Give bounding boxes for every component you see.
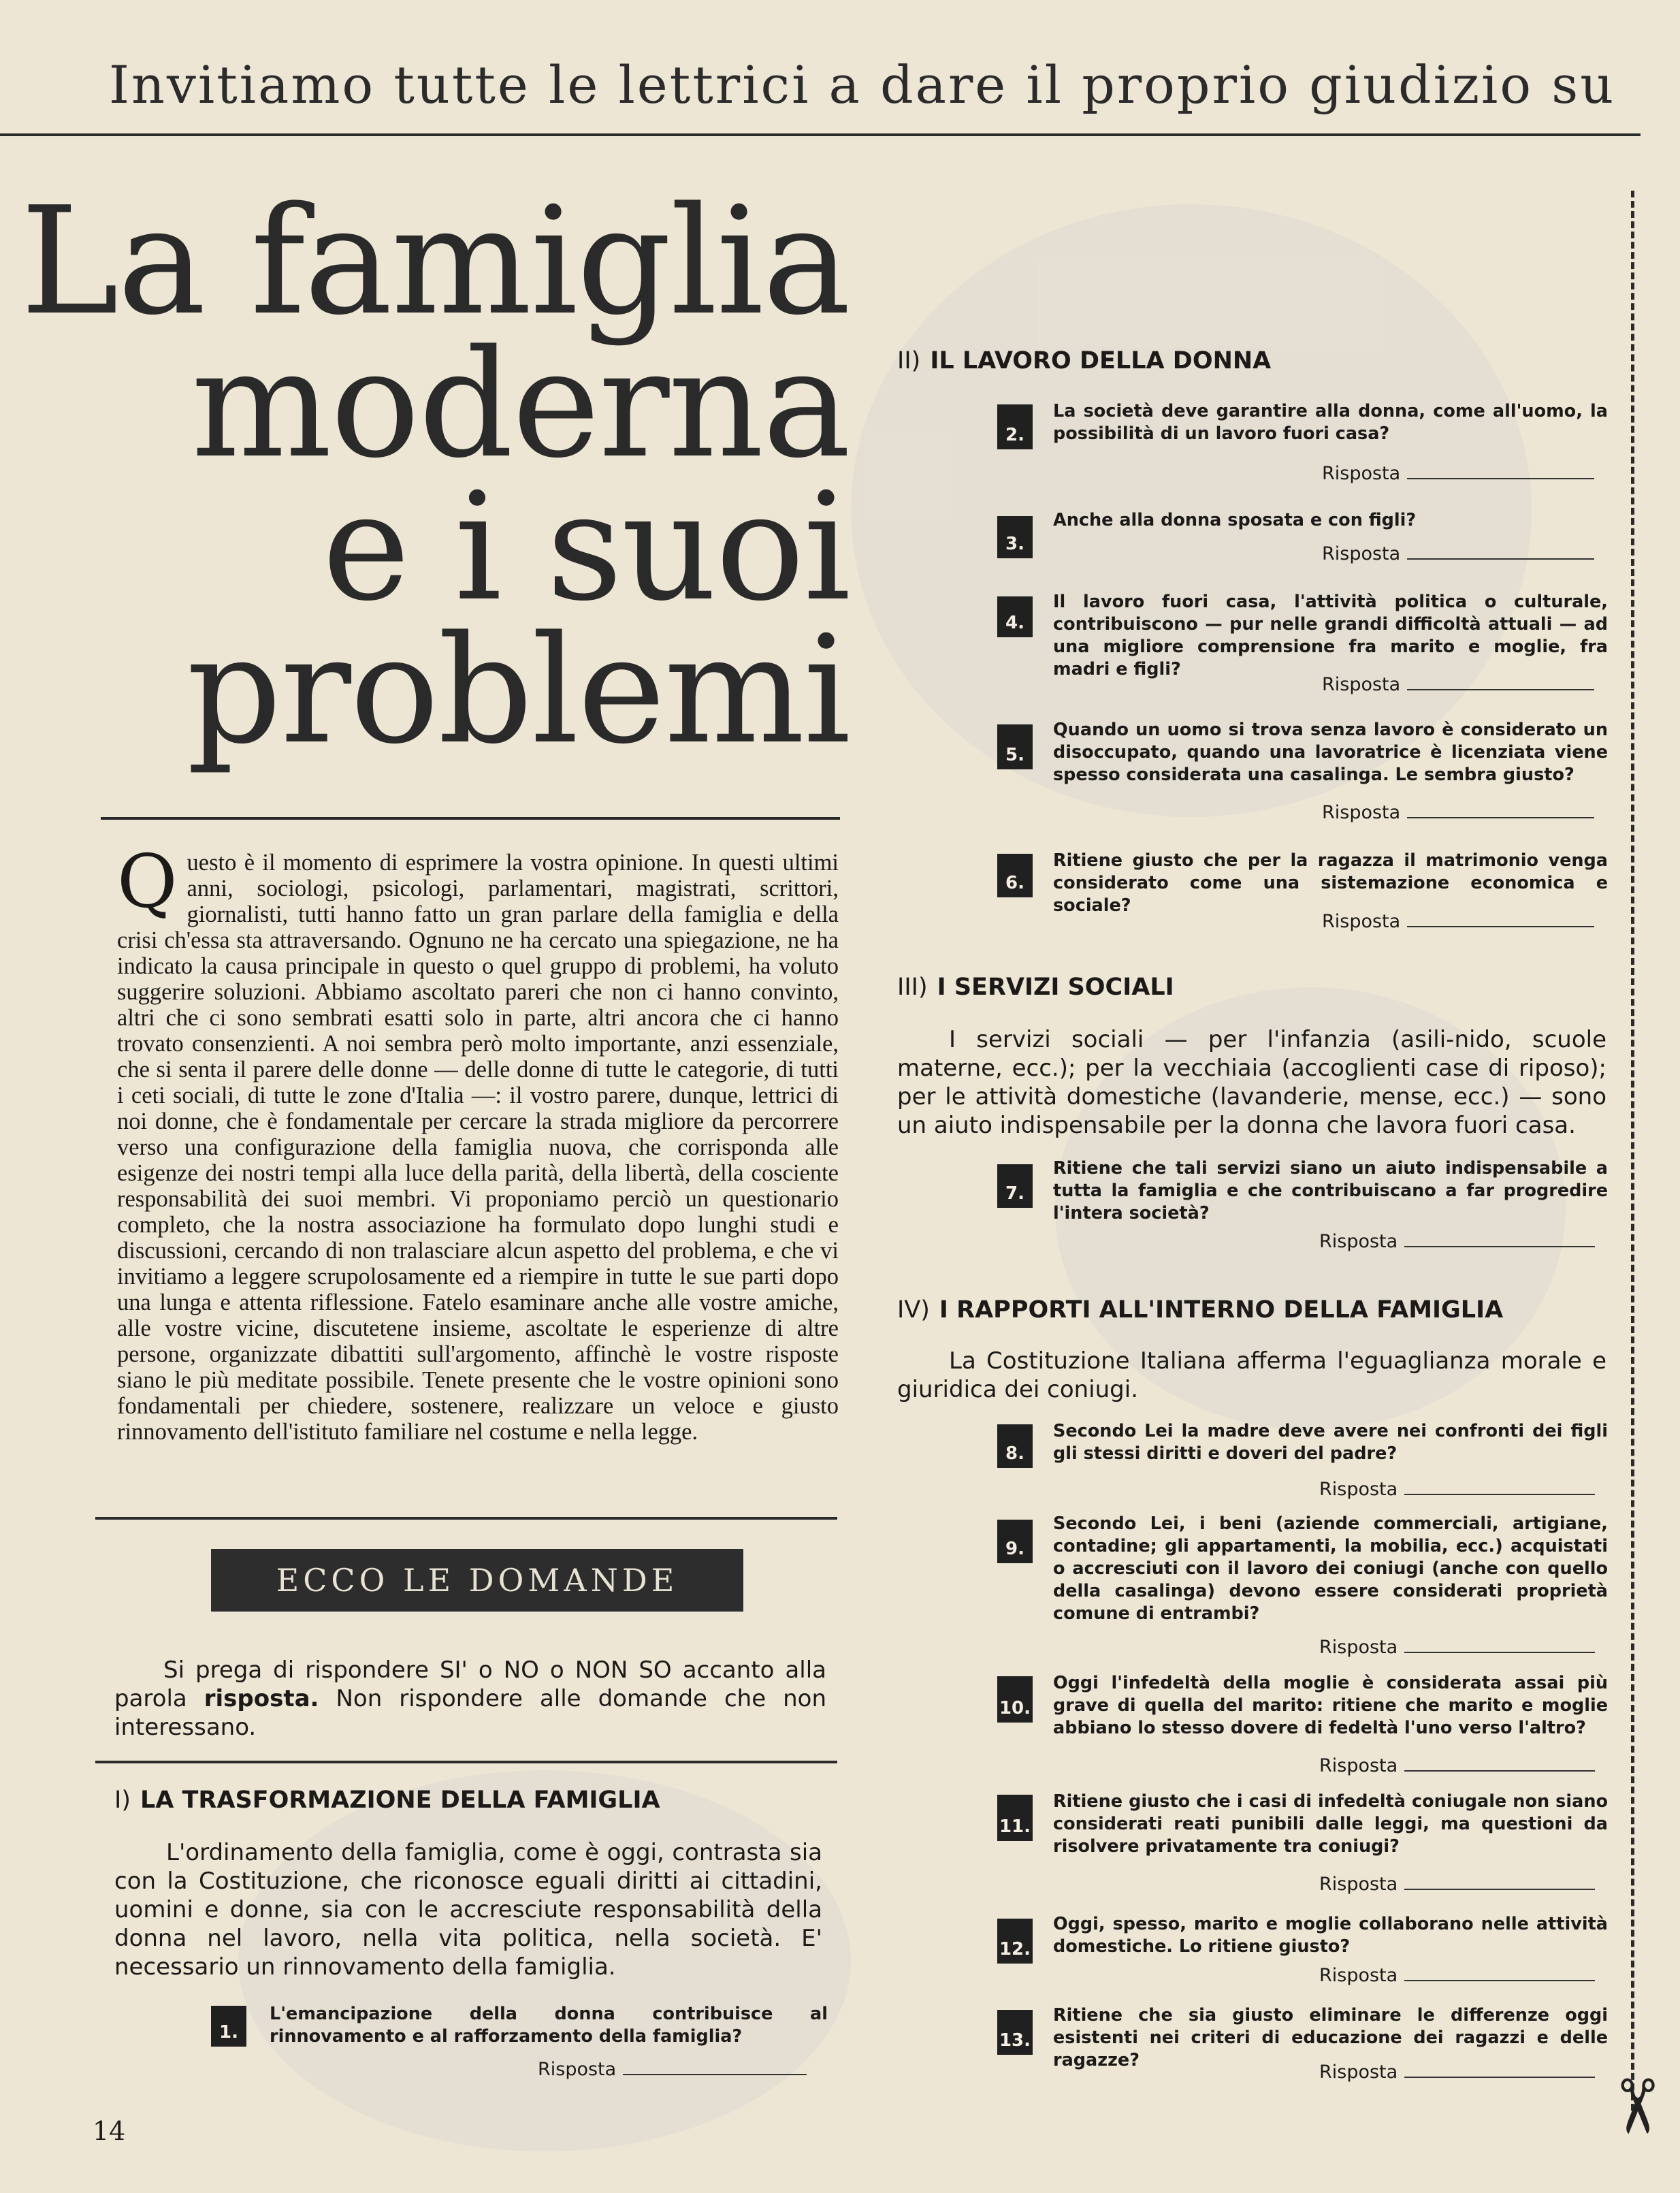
question-number: 7. xyxy=(997,1164,1033,1208)
divider xyxy=(95,1761,837,1763)
title-line: moderna xyxy=(191,319,850,491)
answer-field[interactable]: Risposta xyxy=(1319,1637,1595,1658)
questions-heading: ECCO LE DOMANDE xyxy=(211,1549,743,1612)
question-number: 4. xyxy=(997,596,1033,637)
question-number: 5. xyxy=(997,724,1033,769)
question-text: Quando un uomo si trova senza lavoro è considerato un disoccupato, quando una lavoratrice è licenziata viene spesso considerata una casalinga. Le sembra giusto? xyxy=(1053,720,1608,785)
question-text: Anche alla donna sposata e con figli? xyxy=(1053,510,1417,530)
answer-field[interactable]: Risposta xyxy=(1322,674,1594,695)
answer-field[interactable]: Risposta xyxy=(1319,1231,1595,1252)
question-text: Oggi, spesso, marito e moglie collaborano nelle attività domestiche. Lo ritiene giusto? xyxy=(1053,1914,1608,1957)
title-line: problemi xyxy=(187,605,850,777)
question-text: Ritiene giusto che i casi di infedeltà coniugale non siano considerati reati punibili dalle leggi, ma questioni da risolvere privatamente tra coniugi? xyxy=(1053,1791,1608,1857)
section-text: L'ordinamento della famiglia, come è oggi, contrasta sia con la Costituzione, che riconosce eguali diritti ai cittadini, uomini e donne, sia con le accresciute responsabilità della donna nel lavoro, nella vita politica, nella società. E' necessario un rinnovamento della famiglia. xyxy=(114,1839,822,1981)
title-line: La famiglia xyxy=(20,176,850,348)
question-text: Il lavoro fuori casa, l'attività politica o culturale, contribuiscono — pur nelle grandi difficoltà attuali — ad una migliore comprensione fra marito e moglie, fra madri e figli? xyxy=(1053,592,1608,679)
question-text: L'emancipazione della donna contribuisce al rinnovamento e al rafforzamento della famiglia? xyxy=(270,2004,828,2047)
question-text: Ritiene che sia giusto eliminare le differenze oggi esistenti nei criteri di educazione dei ragazzi e delle ragazze? xyxy=(1053,2005,1608,2070)
divider xyxy=(95,1517,837,1520)
banner-rule xyxy=(0,133,1641,136)
page-number: 14 xyxy=(93,2116,126,2146)
question-text: La società deve garantire alla donna, come all'uomo, la possibilità di un lavoro fuori casa? xyxy=(1053,401,1608,444)
drop-cap: Q xyxy=(117,839,178,925)
section-heading: I) LA TRASFORMAZIONE DELLA FAMIGLIA xyxy=(114,1787,660,1814)
question-number: 9. xyxy=(997,1520,1033,1563)
section-heading: II) IL LAVORO DELLA DONNA xyxy=(897,347,1272,374)
divider xyxy=(101,817,840,820)
question-text: Ritiene che tali servizi siano un aiuto indispensabile a tutta la famiglia e che contribuiscano a far progredire l'intera società? xyxy=(1053,1158,1608,1223)
question-number: 3. xyxy=(997,516,1033,558)
answer-field[interactable]: Risposta xyxy=(1322,911,1594,932)
section-text: I servizi sociali — per l'infanzia (asili-nido, scuole materne, ecc.); per la vecchiaia (accoglienti case di riposo); per le attività domestiche (lavanderie, mense, ecc.) — sono un aiuto indispensabile per la donna che lavora fuori casa. xyxy=(897,1026,1606,1139)
section-heading: IV) I RAPPORTI ALL'INTERNO DELLA FAMIGLIA xyxy=(897,1296,1504,1324)
question-number: 11. xyxy=(997,1795,1033,1841)
question-text: Secondo Lei la madre deve avere nei confronti dei figli gli stessi diritti e doveri del padre? xyxy=(1053,1421,1608,1464)
answer-field[interactable]: Risposta xyxy=(1322,802,1594,823)
question-text: Oggi l'infedeltà della moglie è considerata assai più grave di quella del marito: ritiene che marito e moglie abbiano lo stesso dovere di fedeltà l'uno verso l'altro? xyxy=(1053,1673,1608,1738)
question-number: 6. xyxy=(997,854,1033,897)
answer-field[interactable]: Risposta xyxy=(1319,1965,1595,1986)
cut-line xyxy=(1631,191,1634,2111)
instructions: Si prega di rispondere SI' o NO o NON SO accanto alla parola risposta. Non rispondere alle domande che non interessano. xyxy=(114,1656,827,1741)
answer-field[interactable]: Risposta xyxy=(1319,2062,1595,2083)
answer-field[interactable]: Risposta xyxy=(1322,543,1594,564)
section-heading: III) I SERVIZI SOCIALI xyxy=(897,974,1174,1001)
intro-text: uesto è il momento di esprimere la vostra opinione. In questi ultimi anni, sociologi, psicologi, parlamentari, magistrati, scrittori, giornalisti, tutti hanno fatto un gran parlare della famiglia e della crisi ch'essa sta attraversando. Ognuno ne ha cercato una spiegazione, ne ha indicato la causa principale in questo o quel gruppo di problemi, ha voluto suggerire soluzioni. Abbiamo ascoltato pareri che non ci hanno convinto, altri che ci sono sembrati esatti solo in parte, altri ancora che ci hanno trovato consenzienti. A noi sembra però molto importante, anzi essenziale, che si senta il parere delle donne — delle donne di tutte le categorie, di tutti i ceti sociali, di tutte le zone d'Italia —: il vostro parere, dunque, lettrici di noi donne, che è fondamentale per cercare la strada migliore da percorrere verso una configurazione della famiglia nuova, che corrisponda alle esigenze dei nostri tempi alla luce della parità, della libertà, della cosciente responsabilità dei suoi membri. Vi proponiamo perciò un questionario completo, che la nostra associazione ha formulato dopo lunghi studi e discussioni, cercando di non tralasciare alcun aspetto del problema, e che vi invitiamo a leggere scrupolosamente ed a riempire in tutte le sue parti dopo una lunga e attenta riflessione. Fatelo esaminare anche alle vostre amiche, alle vostre vicine, discutetene insieme, ascoltate le esperienze di altre persone, organizzate dibattiti sull'argomento, affinchè le vostre risposte siano le più meditate possibile. Tenete presente che le vostre opinioni sono fondamentali per chiedere, sostenere, realizzare un veloce e giusto rinnovamento dell'istituto familiare nel costume e nella legge. xyxy=(117,850,839,1445)
answer-field[interactable]: Risposta xyxy=(1319,1874,1595,1895)
question-text: Secondo Lei, i beni (aziende commerciali, artigiane, contadine; gli appartamenti, la mobilia, ecc.) acquistati o accresciuti con il lavoro dei coniugi (anche con quello della casalinga) devono essere considerati proprietà comune di entrambi? xyxy=(1053,1514,1608,1624)
question-number: 2. xyxy=(997,404,1033,449)
question-number: 1. xyxy=(211,2006,246,2047)
article-title xyxy=(20,176,850,777)
question-number: 8. xyxy=(997,1424,1033,1468)
answer-field[interactable]: Risposta xyxy=(1319,1479,1595,1500)
title-line: e i suoi xyxy=(322,462,850,634)
answer-field[interactable]: Risposta xyxy=(538,2059,807,2080)
question-number: 12. xyxy=(997,1919,1033,1964)
top-banner: Invitiamo tutte le lettrici a dare il proprio giudizio su xyxy=(109,54,1616,115)
intro-paragraph xyxy=(117,839,839,1445)
question-number: 13. xyxy=(997,2010,1033,2055)
question-number: 10. xyxy=(997,1676,1033,1723)
question-text: Ritiene giusto che per la ragazza il matrimonio venga considerato come una sistemazione economica e sociale? xyxy=(1053,850,1608,916)
section-text: La Costituzione Italiana afferma l'eguaglianza morale e giuridica dei coniugi. xyxy=(897,1347,1606,1403)
answer-field[interactable]: Risposta xyxy=(1319,1755,1595,1776)
scissors-icon: ✂ xyxy=(1594,2075,1679,2139)
answer-field[interactable]: Risposta xyxy=(1322,463,1594,484)
